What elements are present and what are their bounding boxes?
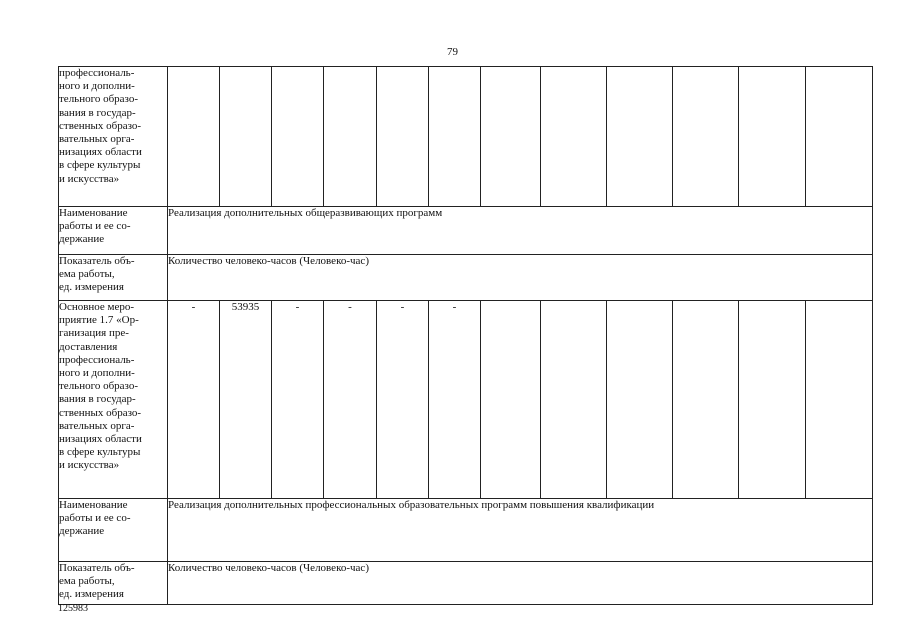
value-cell [324,67,377,207]
value-cell [541,301,607,499]
table-row [59,67,873,207]
value-cell: - [429,301,481,499]
value-cell: - [377,301,429,499]
value-cell [806,301,873,499]
table-row [59,499,873,562]
table-row [59,207,873,255]
page-number: 79 [447,46,458,58]
row-label: Показатель объ- ема работы, ед. измерения [59,255,168,301]
value-cell: - [168,301,220,499]
work-name-cell: Реализация дополнительных профессиональных образовательных программ повышения квалификации [168,499,873,562]
value-cell: - [324,301,377,499]
value-cell [607,67,673,207]
row-label: Наименование работы и ее со- держание [59,207,168,255]
value-cell [220,67,272,207]
value-cell [739,301,806,499]
document-code: 125983 [58,603,88,614]
table-row [59,562,873,605]
indicator-cell: Количество человеко-часов (Человеко-час) [168,562,873,605]
table-row [59,255,873,301]
value-cell: 53935 [220,301,272,499]
value-cell [272,67,324,207]
value-cell [429,67,481,207]
table-row [59,301,873,499]
row-label: профессиональ- ного и дополни- тельного образо- вания в государ- ственных образо- вательных орга- низациях области в сфере культуры и искусства» [59,67,168,207]
value-cell [806,67,873,207]
value-cell [739,67,806,207]
value-cell [607,301,673,499]
value-cell [541,67,607,207]
value-cell [673,67,739,207]
value-cell [377,67,429,207]
indicator-cell: Количество человеко-часов (Человеко-час) [168,255,873,301]
work-name-cell: Реализация дополнительных общеразвивающих программ [168,207,873,255]
row-label: Показатель объ- ема работы, ед. измерения [59,562,168,605]
row-label: Основное меро- приятие 1.7 «Ор- ганизация пре- доставления профессиональ- ного и дополни- тельного образо- вания в государ- ственных образо- вательных орга- низациях области в сфере культуры и искусства» [59,301,168,499]
value-cell [481,301,541,499]
row-label: Наименование работы и ее со- держание [59,499,168,562]
value-cell [481,67,541,207]
value-cell [168,67,220,207]
value-cell [673,301,739,499]
activity-table [58,66,873,605]
value-cell: - [272,301,324,499]
